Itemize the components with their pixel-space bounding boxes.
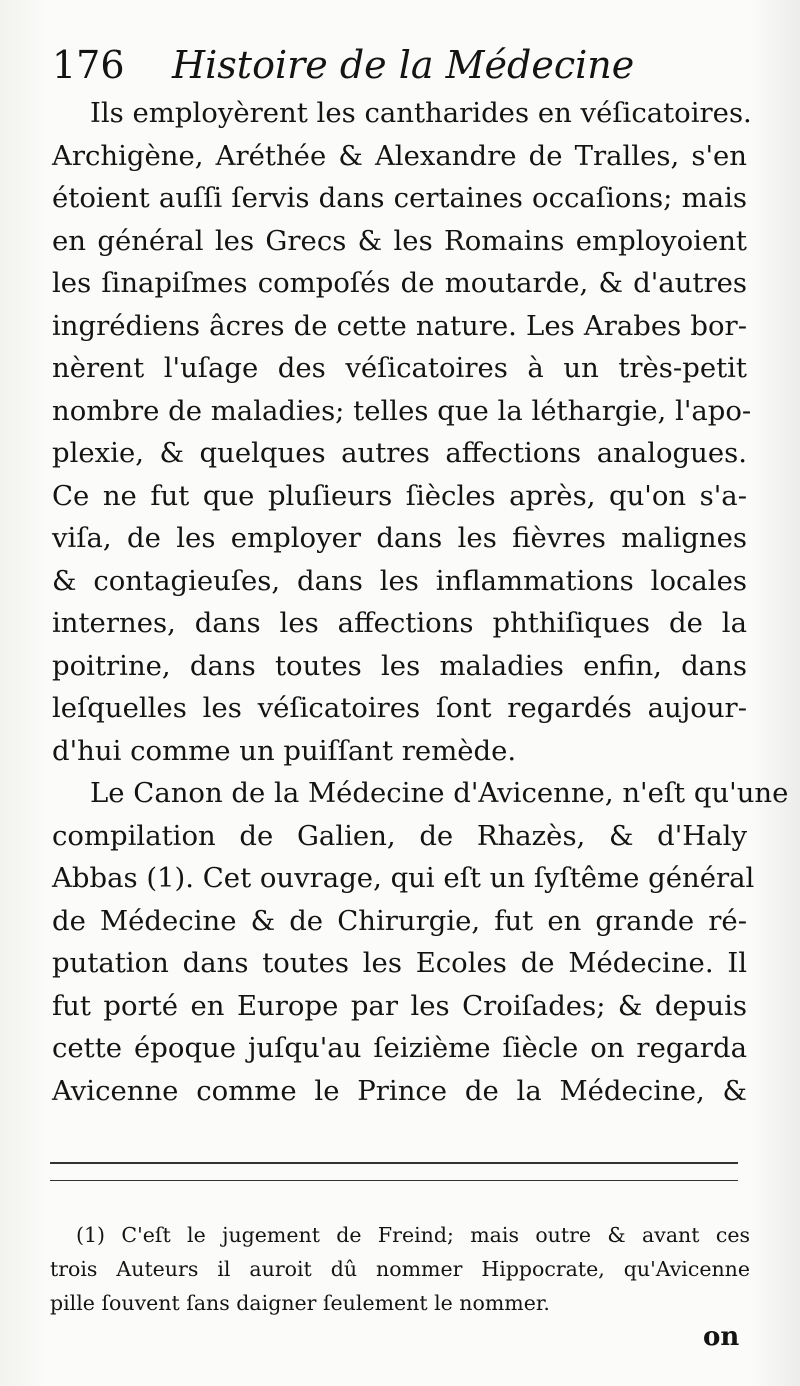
text-line: étoient auſſi ſervis dans certaines occaſions; mais [52, 182, 747, 214]
paragraph [52, 772, 789, 1112]
text-line: Archigène, Aréthée & Alexandre de Tralles, s'en [52, 139, 747, 172]
text-line: & contagieuſes, dans les inflammations locales [52, 564, 747, 597]
page-number: 176 [52, 43, 125, 87]
text-line: compilation de Galien, de Rhazès, & d'Haly [52, 819, 747, 852]
footnote-separator-thin [50, 1180, 738, 1181]
footnote-line: (1) C'eſt le jugement de Freind; mais outre & avant ces [76, 1223, 750, 1247]
text-line: d'hui comme un puiſſant remède. [52, 734, 517, 767]
text-line: Le Canon de la Médecine d'Avicenne, n'eſt qu'une [90, 777, 789, 809]
text-line: ingrédiens âcres de cette nature. Les Arabes bor- [52, 309, 747, 342]
running-title: Histoire de la Médecine [172, 43, 635, 87]
text-line: Ils employèrent les cantharides en véſicatoires. [90, 97, 752, 129]
text-line: poitrine, dans toutes les maladies enfin, dans [52, 649, 747, 682]
text-line: en général les Grecs & les Romains employoient [52, 224, 747, 257]
text-line: de Médecine & de Chirurgie, fut en grande ré- [52, 904, 747, 937]
footnote-line: pille ſouvent ſans daigner ſeulement le nommer. [50, 1291, 550, 1315]
text-line: cette époque juſqu'au ſeizième ſiècle on regarda [52, 1032, 747, 1064]
text-line: putation dans toutes les Ecoles de Médecine. Il [52, 947, 747, 979]
text-line: Abbas (1). Cet ouvrage, qui eſt un ſyſtême général [52, 862, 755, 894]
page-header [52, 40, 752, 90]
text-line: fut porté en Europe par les Croiſades; & depuis [52, 989, 747, 1022]
footnote-line: trois Auteurs il auroit dû nommer Hippocrate, qu'Avicenne [50, 1257, 750, 1281]
text-line: plexie, & quelques autres affections analogues. [52, 437, 747, 469]
catchword: on [703, 1322, 740, 1352]
text-line: nèrent l'uſage des véſicatoires à un très-petit [52, 352, 747, 384]
text-line: viſa, de les employer dans les fièvres malignes [52, 522, 747, 554]
footnote [50, 1218, 750, 1320]
text-line: les ſinapiſmes compoſés de moutarde, & d'autres [52, 267, 747, 299]
paragraph [52, 92, 752, 772]
text-line: internes, dans les affections phthiſiques de la [52, 607, 747, 639]
text-line: nombre de maladies; telles que la léthargie, l'apo- [52, 394, 752, 427]
text-line: leſquelles les véſicatoires ſont regardés aujour- [52, 692, 747, 724]
text-line: Avicenne comme le Prince de la Médecine, & [52, 1074, 747, 1107]
body-text [52, 92, 789, 1112]
footnote-separator [50, 1162, 738, 1164]
text-line: Ce ne fut que pluſieurs ſiècles après, qu'on s'a- [52, 479, 747, 512]
